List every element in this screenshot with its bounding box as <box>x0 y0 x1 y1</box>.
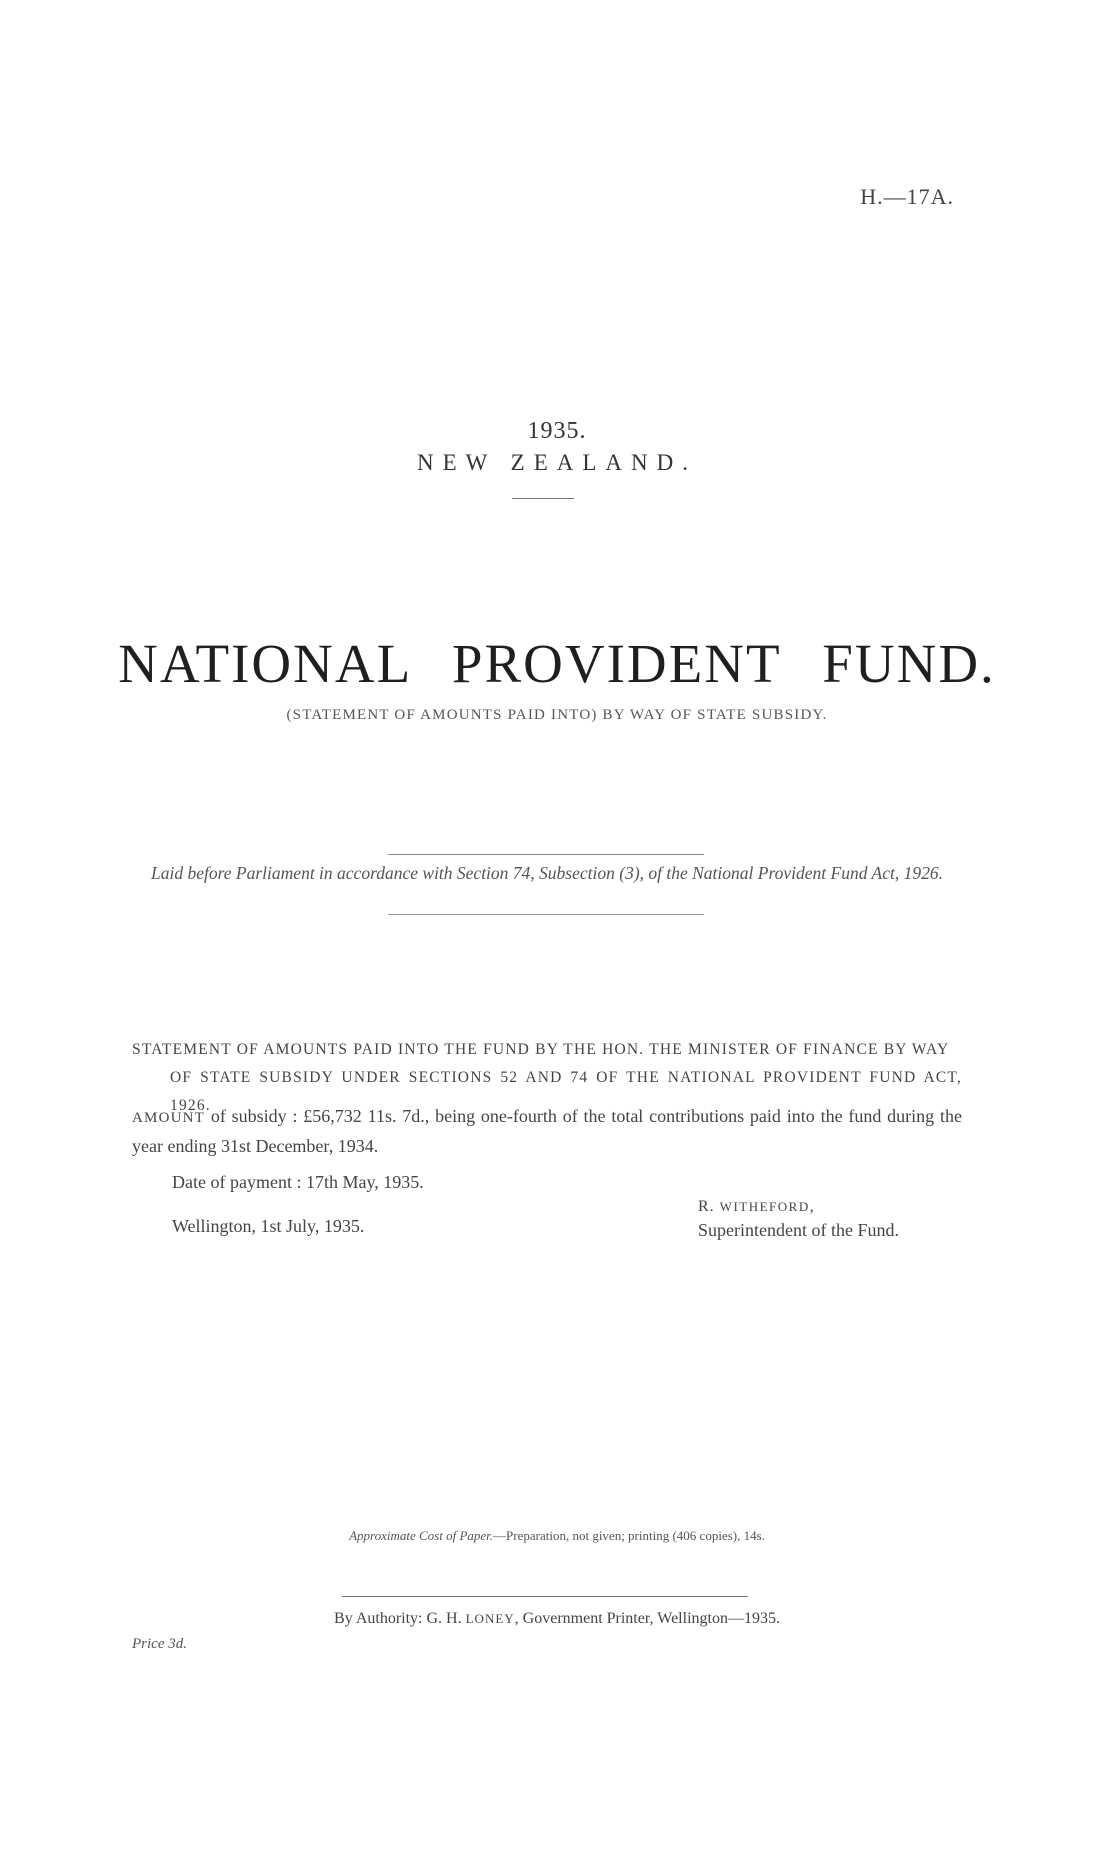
amount-paragraph <box>132 1102 962 1160</box>
title-divider <box>512 498 574 499</box>
payment-date: Date of payment : 17th May, 1935. <box>172 1172 424 1192</box>
price: Price 3d. <box>132 1636 187 1652</box>
cost-text: —Preparation, not given; printing (406 copies), 14s. <box>493 1528 765 1543</box>
signatory-comma: , <box>809 1198 815 1215</box>
statement-heading-line-1: STATEMENT OF AMOUNTS PAID INTO THE FUND BY THE HON. THE MINISTER OF FINANCE BY WAY <box>132 1041 950 1058</box>
subtitle: (STATEMENT OF AMOUNTS PAID INTO) BY WAY OF STATE SUBSIDY. <box>286 707 828 723</box>
year-heading: 1935. <box>527 418 587 444</box>
signatory-name <box>698 1198 998 1216</box>
printer-authority <box>0 1610 1114 1628</box>
signatory-initial: R. <box>698 1198 720 1215</box>
place-and-date: Wellington, 1st July, 1935. <box>172 1216 365 1236</box>
authority-name: LONEY <box>465 1611 515 1626</box>
cost-of-paper-note <box>0 1528 1114 1544</box>
laid-bottom-divider <box>388 914 704 915</box>
amount-lead: AMOUNT <box>132 1110 206 1126</box>
laid-top-divider <box>388 854 704 855</box>
cost-label: Approximate Cost of Paper. <box>349 1528 494 1543</box>
authority-prefix: By Authority: G. H. <box>334 1610 466 1627</box>
amount-text: of subsidy : £56,732 11s. 7d., being one-fourth of the total contributions paid into the fund during the year ending 31st December, 1934. <box>132 1106 962 1156</box>
document-reference: H.—17A. <box>860 184 954 209</box>
laid-before-parliament-note: Laid before Parliament in accordance with Section 74, Subsection (3), of the National Provident Fund Act, 1926. <box>151 863 943 883</box>
signatory-title: Superintendent of the Fund. <box>698 1220 899 1240</box>
signatory-surname: WITHEFORD <box>719 1199 810 1214</box>
main-title: NATIONAL PROVIDENT FUND. <box>118 633 996 694</box>
statement-heading-line-2: OF STATE SUBSIDY UNDER SECTIONS 52 AND 74 OF THE NATIONAL PROVIDENT FUND ACT, 1926. <box>170 1069 962 1114</box>
country-heading: NEW ZEALAND. <box>416 450 698 475</box>
authority-divider <box>342 1596 748 1597</box>
authority-suffix: , Government Printer, Wellington—1935. <box>514 1610 780 1627</box>
